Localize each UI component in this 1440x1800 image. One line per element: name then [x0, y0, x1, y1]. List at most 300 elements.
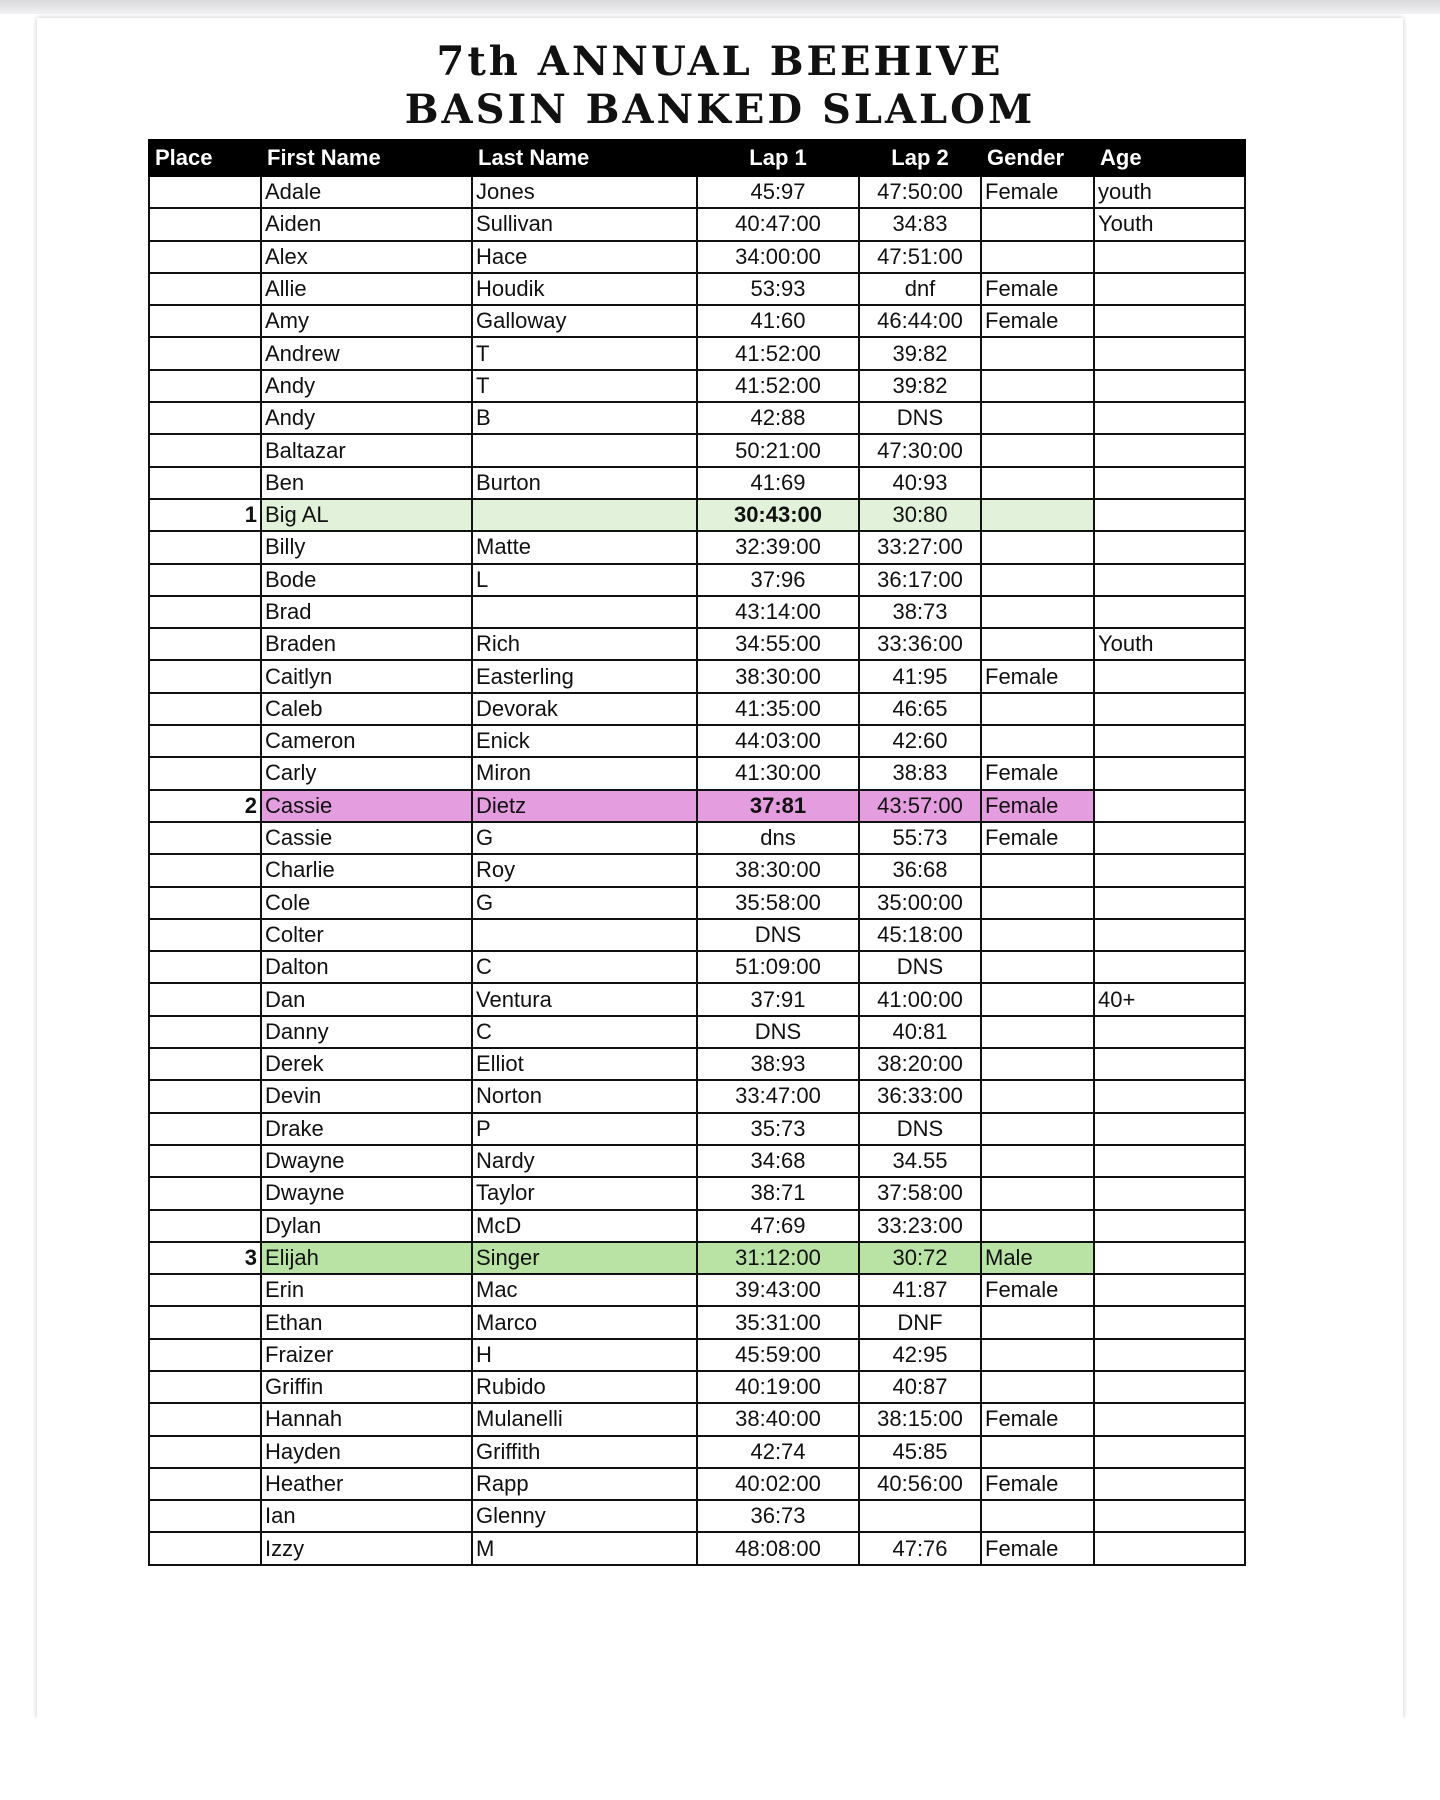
cell-age — [1094, 337, 1245, 369]
cell-age — [1094, 499, 1245, 531]
cell-place — [149, 919, 261, 951]
table-row — [149, 1436, 1245, 1468]
cell-age — [1094, 660, 1245, 692]
cell-last-name: Houdik — [472, 273, 697, 305]
cell-lap-1: 47:69 — [697, 1210, 859, 1242]
cell-gender — [981, 370, 1094, 402]
cell-lap-2: 33:23:00 — [859, 1210, 981, 1242]
table-row — [149, 757, 1245, 789]
cell-lap-1: DNS — [697, 919, 859, 951]
cell-first-name: Cameron — [261, 725, 472, 757]
table-row — [149, 1339, 1245, 1371]
cell-first-name: Fraizer — [261, 1339, 472, 1371]
table-row — [149, 983, 1245, 1015]
table-row — [149, 1371, 1245, 1403]
results-table — [148, 139, 1246, 1566]
cell-age — [1094, 725, 1245, 757]
cell-lap-2: 30:72 — [859, 1242, 981, 1274]
cell-last-name: Norton — [472, 1080, 697, 1112]
cell-last-name: M — [472, 1532, 697, 1564]
cell-lap-1: 44:03:00 — [697, 725, 859, 757]
cell-gender — [981, 1016, 1094, 1048]
cell-first-name: Devin — [261, 1080, 472, 1112]
cell-gender: Male — [981, 1242, 1094, 1274]
cell-lap-1: 35:73 — [697, 1113, 859, 1145]
cell-first-name: Izzy — [261, 1532, 472, 1564]
cell-lap-2: 47:51:00 — [859, 241, 981, 273]
cell-place — [149, 273, 261, 305]
cell-gender — [981, 1080, 1094, 1112]
page-bottom-margin — [0, 1718, 1440, 1800]
cell-first-name: Brad — [261, 596, 472, 628]
cell-age — [1094, 757, 1245, 789]
cell-age: youth — [1094, 176, 1245, 208]
cell-gender — [981, 1048, 1094, 1080]
table-row — [149, 919, 1245, 951]
table-row — [149, 241, 1245, 273]
cell-gender: Female — [981, 273, 1094, 305]
cell-gender — [981, 1210, 1094, 1242]
cell-last-name: Ventura — [472, 983, 697, 1015]
cell-lap-2: DNS — [859, 1113, 981, 1145]
cell-gender: Female — [981, 1532, 1094, 1564]
cell-lap-1: 41:52:00 — [697, 337, 859, 369]
cell-place — [149, 370, 261, 402]
cell-age — [1094, 596, 1245, 628]
cell-last-name: C — [472, 951, 697, 983]
cell-lap-1: 34:55:00 — [697, 628, 859, 660]
cell-last-name: T — [472, 337, 697, 369]
table-row — [149, 1242, 1245, 1274]
cell-lap-2 — [859, 1500, 981, 1532]
cell-lap-2: DNS — [859, 402, 981, 434]
cell-lap-1: 41:30:00 — [697, 757, 859, 789]
cell-age — [1094, 1080, 1245, 1112]
cell-place — [149, 757, 261, 789]
cell-gender: Female — [981, 757, 1094, 789]
cell-lap-2: 45:85 — [859, 1436, 981, 1468]
cell-last-name: C — [472, 1016, 697, 1048]
table-row — [149, 1113, 1245, 1145]
cell-lap-2: 46:65 — [859, 693, 981, 725]
cell-lap-1: 41:60 — [697, 305, 859, 337]
cell-lap-2: 39:82 — [859, 337, 981, 369]
cell-age — [1094, 887, 1245, 919]
cell-age — [1094, 951, 1245, 983]
cell-last-name: Devorak — [472, 693, 697, 725]
cell-lap-2: 55:73 — [859, 822, 981, 854]
cell-last-name: Miron — [472, 757, 697, 789]
header-place: Place — [149, 140, 261, 176]
table-row — [149, 951, 1245, 983]
cell-place — [149, 1371, 261, 1403]
cell-lap-2: DNS — [859, 951, 981, 983]
cell-last-name: Singer — [472, 1242, 697, 1274]
cell-last-name: Taylor — [472, 1177, 697, 1209]
cell-first-name: Braden — [261, 628, 472, 660]
table-row — [149, 1048, 1245, 1080]
table-row — [149, 337, 1245, 369]
cell-first-name: Dylan — [261, 1210, 472, 1242]
cell-gender — [981, 693, 1094, 725]
cell-gender: Female — [981, 1274, 1094, 1306]
table-row — [149, 1016, 1245, 1048]
cell-last-name: Griffith — [472, 1436, 697, 1468]
cell-first-name: Hayden — [261, 1436, 472, 1468]
table-row — [149, 596, 1245, 628]
table-row — [149, 1274, 1245, 1306]
cell-gender — [981, 1113, 1094, 1145]
cell-lap-2: 38:73 — [859, 596, 981, 628]
cell-age: 40+ — [1094, 983, 1245, 1015]
cell-first-name: Ben — [261, 467, 472, 499]
cell-first-name: Cole — [261, 887, 472, 919]
cell-lap-1: 40:02:00 — [697, 1468, 859, 1500]
cell-age — [1094, 1016, 1245, 1048]
cell-last-name: Galloway — [472, 305, 697, 337]
cell-age — [1094, 1403, 1245, 1435]
cell-age — [1094, 1436, 1245, 1468]
cell-lap-2: 45:18:00 — [859, 919, 981, 951]
cell-last-name: T — [472, 370, 697, 402]
table-row — [149, 887, 1245, 919]
cell-place — [149, 208, 261, 240]
cell-age — [1094, 822, 1245, 854]
cell-lap-1: 42:88 — [697, 402, 859, 434]
cell-lap-2: 41:95 — [859, 660, 981, 692]
cell-lap-2: 38:15:00 — [859, 1403, 981, 1435]
cell-first-name: Alex — [261, 241, 472, 273]
table-row — [149, 1468, 1245, 1500]
cell-lap-2: 38:83 — [859, 757, 981, 789]
cell-last-name: Elliot — [472, 1048, 697, 1080]
cell-place — [149, 887, 261, 919]
cell-place — [149, 693, 261, 725]
cell-lap-2: 33:27:00 — [859, 531, 981, 563]
cell-lap-2: 46:44:00 — [859, 305, 981, 337]
cell-lap-1: 35:58:00 — [697, 887, 859, 919]
table-row — [149, 434, 1245, 466]
table-row — [149, 499, 1245, 531]
cell-first-name: Dalton — [261, 951, 472, 983]
cell-age — [1094, 1468, 1245, 1500]
cell-age — [1094, 693, 1245, 725]
cell-lap-1: 39:43:00 — [697, 1274, 859, 1306]
cell-lap-2: 38:20:00 — [859, 1048, 981, 1080]
cell-age — [1094, 402, 1245, 434]
cell-first-name: Drake — [261, 1113, 472, 1145]
cell-first-name: Baltazar — [261, 434, 472, 466]
cell-lap-1: 38:30:00 — [697, 660, 859, 692]
cell-lap-2: 41:00:00 — [859, 983, 981, 1015]
cell-last-name: G — [472, 822, 697, 854]
cell-lap-2: 40:87 — [859, 1371, 981, 1403]
cell-gender — [981, 467, 1094, 499]
cell-lap-1: 43:14:00 — [697, 596, 859, 628]
cell-first-name: Andy — [261, 402, 472, 434]
table-row — [149, 1532, 1245, 1564]
cell-last-name — [472, 434, 697, 466]
cell-lap-1: 48:08:00 — [697, 1532, 859, 1564]
header-last-name: Last Name — [472, 140, 697, 176]
cell-last-name: Dietz — [472, 790, 697, 822]
cell-lap-2: dnf — [859, 273, 981, 305]
cell-lap-2: 37:58:00 — [859, 1177, 981, 1209]
cell-place: 1 — [149, 499, 261, 531]
cell-lap-2: 36:68 — [859, 854, 981, 886]
cell-place — [149, 660, 261, 692]
cell-lap-2: DNF — [859, 1306, 981, 1338]
title-line-1: 7th ANNUAL BEEHIVE — [436, 38, 1004, 85]
cell-lap-1: 41:52:00 — [697, 370, 859, 402]
cell-lap-1: 34:68 — [697, 1145, 859, 1177]
cell-place — [149, 1274, 261, 1306]
cell-age — [1094, 790, 1245, 822]
cell-lap-2: 47:76 — [859, 1532, 981, 1564]
cell-age — [1094, 531, 1245, 563]
cell-first-name: Ethan — [261, 1306, 472, 1338]
cell-first-name: Erin — [261, 1274, 472, 1306]
table-row — [149, 725, 1245, 757]
cell-first-name: Andrew — [261, 337, 472, 369]
cell-lap-1: 45:97 — [697, 176, 859, 208]
cell-place — [149, 725, 261, 757]
table-row — [149, 1177, 1245, 1209]
cell-place — [149, 531, 261, 563]
cell-place — [149, 1048, 261, 1080]
cell-gender — [981, 208, 1094, 240]
table-row — [149, 693, 1245, 725]
cell-place — [149, 241, 261, 273]
cell-gender — [981, 628, 1094, 660]
cell-age: Youth — [1094, 208, 1245, 240]
cell-lap-1: 38:30:00 — [697, 854, 859, 886]
cell-place — [149, 822, 261, 854]
results-body — [149, 176, 1245, 1565]
cell-last-name: Rapp — [472, 1468, 697, 1500]
cell-lap-1: 40:19:00 — [697, 1371, 859, 1403]
table-row — [149, 208, 1245, 240]
cell-lap-1: 33:47:00 — [697, 1080, 859, 1112]
cell-last-name: Roy — [472, 854, 697, 886]
cell-first-name: Elijah — [261, 1242, 472, 1274]
cell-lap-1: 50:21:00 — [697, 434, 859, 466]
cell-last-name: Mulanelli — [472, 1403, 697, 1435]
cell-age — [1094, 273, 1245, 305]
cell-age: Youth — [1094, 628, 1245, 660]
cell-gender — [981, 919, 1094, 951]
cell-gender — [981, 1177, 1094, 1209]
cell-gender — [981, 951, 1094, 983]
cell-place — [149, 596, 261, 628]
cell-age — [1094, 919, 1245, 951]
cell-gender — [981, 887, 1094, 919]
cell-lap-2: 36:17:00 — [859, 564, 981, 596]
cell-place — [149, 1080, 261, 1112]
cell-lap-2: 30:80 — [859, 499, 981, 531]
cell-gender — [981, 596, 1094, 628]
cell-last-name — [472, 919, 697, 951]
cell-place — [149, 337, 261, 369]
cell-last-name: B — [472, 402, 697, 434]
cell-gender — [981, 854, 1094, 886]
cell-first-name: Colter — [261, 919, 472, 951]
cell-lap-1: 45:59:00 — [697, 1339, 859, 1371]
header-age: Age — [1094, 140, 1245, 176]
cell-first-name: Carly — [261, 757, 472, 789]
cell-first-name: Dwayne — [261, 1177, 472, 1209]
cell-first-name: Danny — [261, 1016, 472, 1048]
cell-place — [149, 983, 261, 1015]
cell-lap-1: 41:69 — [697, 467, 859, 499]
table-row — [149, 790, 1245, 822]
cell-gender — [981, 1306, 1094, 1338]
cell-first-name: Griffin — [261, 1371, 472, 1403]
cell-age — [1094, 1306, 1245, 1338]
cell-first-name: Adale — [261, 176, 472, 208]
cell-last-name: Nardy — [472, 1145, 697, 1177]
cell-place — [149, 434, 261, 466]
cell-gender: Female — [981, 305, 1094, 337]
cell-first-name: Dwayne — [261, 1145, 472, 1177]
cell-lap-1: 37:96 — [697, 564, 859, 596]
cell-last-name: L — [472, 564, 697, 596]
cell-place — [149, 1436, 261, 1468]
cell-gender — [981, 434, 1094, 466]
cell-lap-1: 38:71 — [697, 1177, 859, 1209]
cell-gender — [981, 983, 1094, 1015]
cell-lap-1: 35:31:00 — [697, 1306, 859, 1338]
cell-place — [149, 1145, 261, 1177]
cell-last-name: Easterling — [472, 660, 697, 692]
table-row — [149, 531, 1245, 563]
table-row — [149, 1210, 1245, 1242]
cell-lap-2: 47:30:00 — [859, 434, 981, 466]
cell-gender: Female — [981, 822, 1094, 854]
cell-lap-1: 38:93 — [697, 1048, 859, 1080]
cell-last-name: Mac — [472, 1274, 697, 1306]
cell-first-name: Billy — [261, 531, 472, 563]
header-gender: Gender — [981, 140, 1094, 176]
cell-gender — [981, 1500, 1094, 1532]
table-row — [149, 1306, 1245, 1338]
table-row — [149, 1403, 1245, 1435]
cell-last-name: G — [472, 887, 697, 919]
cell-last-name: Jones — [472, 176, 697, 208]
cell-age — [1094, 1500, 1245, 1532]
cell-place — [149, 1016, 261, 1048]
cell-gender — [981, 1371, 1094, 1403]
cell-lap-2: 42:60 — [859, 725, 981, 757]
cell-gender — [981, 499, 1094, 531]
cell-lap-2: 41:87 — [859, 1274, 981, 1306]
cell-age — [1094, 1532, 1245, 1564]
cell-place — [149, 467, 261, 499]
cell-place — [149, 176, 261, 208]
cell-lap-1: 41:35:00 — [697, 693, 859, 725]
cell-lap-1: 42:74 — [697, 1436, 859, 1468]
cell-gender: Female — [981, 1468, 1094, 1500]
table-row — [149, 402, 1245, 434]
cell-lap-2: 36:33:00 — [859, 1080, 981, 1112]
cell-age — [1094, 467, 1245, 499]
cell-place — [149, 854, 261, 886]
cell-lap-2: 43:57:00 — [859, 790, 981, 822]
cell-first-name: Allie — [261, 273, 472, 305]
cell-last-name: Matte — [472, 531, 697, 563]
cell-lap-2: 40:56:00 — [859, 1468, 981, 1500]
cell-last-name: Burton — [472, 467, 697, 499]
cell-lap-1: 30:43:00 — [697, 499, 859, 531]
table-row — [149, 467, 1245, 499]
cell-place — [149, 1339, 261, 1371]
cell-first-name: Aiden — [261, 208, 472, 240]
cell-first-name: Amy — [261, 305, 472, 337]
cell-last-name: P — [472, 1113, 697, 1145]
cell-age — [1094, 1339, 1245, 1371]
table-row — [149, 1080, 1245, 1112]
cell-first-name: Andy — [261, 370, 472, 402]
header-lap-1: Lap 1 — [697, 140, 859, 176]
header-row — [149, 140, 1245, 176]
cell-last-name: Hace — [472, 241, 697, 273]
cell-last-name: Marco — [472, 1306, 697, 1338]
cell-place: 3 — [149, 1242, 261, 1274]
cell-place — [149, 1500, 261, 1532]
cell-place — [149, 1468, 261, 1500]
cell-first-name: Dan — [261, 983, 472, 1015]
cell-last-name: McD — [472, 1210, 697, 1242]
table-row — [149, 176, 1245, 208]
cell-age — [1094, 1242, 1245, 1274]
cell-first-name: Derek — [261, 1048, 472, 1080]
cell-first-name: Caleb — [261, 693, 472, 725]
cell-age — [1094, 1274, 1245, 1306]
cell-lap-2: 39:82 — [859, 370, 981, 402]
cell-place — [149, 305, 261, 337]
table-row — [149, 1145, 1245, 1177]
table-row — [149, 628, 1245, 660]
page-title — [37, 38, 1403, 134]
cell-gender — [981, 1436, 1094, 1468]
cell-gender: Female — [981, 660, 1094, 692]
cell-lap-1: 40:47:00 — [697, 208, 859, 240]
cell-age — [1094, 1177, 1245, 1209]
cell-age — [1094, 1371, 1245, 1403]
cell-age — [1094, 1113, 1245, 1145]
cell-place — [149, 1113, 261, 1145]
cell-lap-2: 34:83 — [859, 208, 981, 240]
table-row — [149, 305, 1245, 337]
cell-first-name: Cassie — [261, 822, 472, 854]
table-row — [149, 660, 1245, 692]
cell-lap-2: 34.55 — [859, 1145, 981, 1177]
cell-place — [149, 951, 261, 983]
cell-lap-2: 35:00:00 — [859, 887, 981, 919]
cell-last-name: Glenny — [472, 1500, 697, 1532]
cell-last-name: Sullivan — [472, 208, 697, 240]
cell-lap-1: 36:73 — [697, 1500, 859, 1532]
cell-age — [1094, 1145, 1245, 1177]
cell-first-name: Heather — [261, 1468, 472, 1500]
cell-age — [1094, 370, 1245, 402]
table-row — [149, 822, 1245, 854]
title-line-2: BASIN BANKED SLALOM — [404, 86, 1036, 133]
table-row — [149, 854, 1245, 886]
cell-gender — [981, 1145, 1094, 1177]
cell-place — [149, 1532, 261, 1564]
cell-lap-2: 40:81 — [859, 1016, 981, 1048]
